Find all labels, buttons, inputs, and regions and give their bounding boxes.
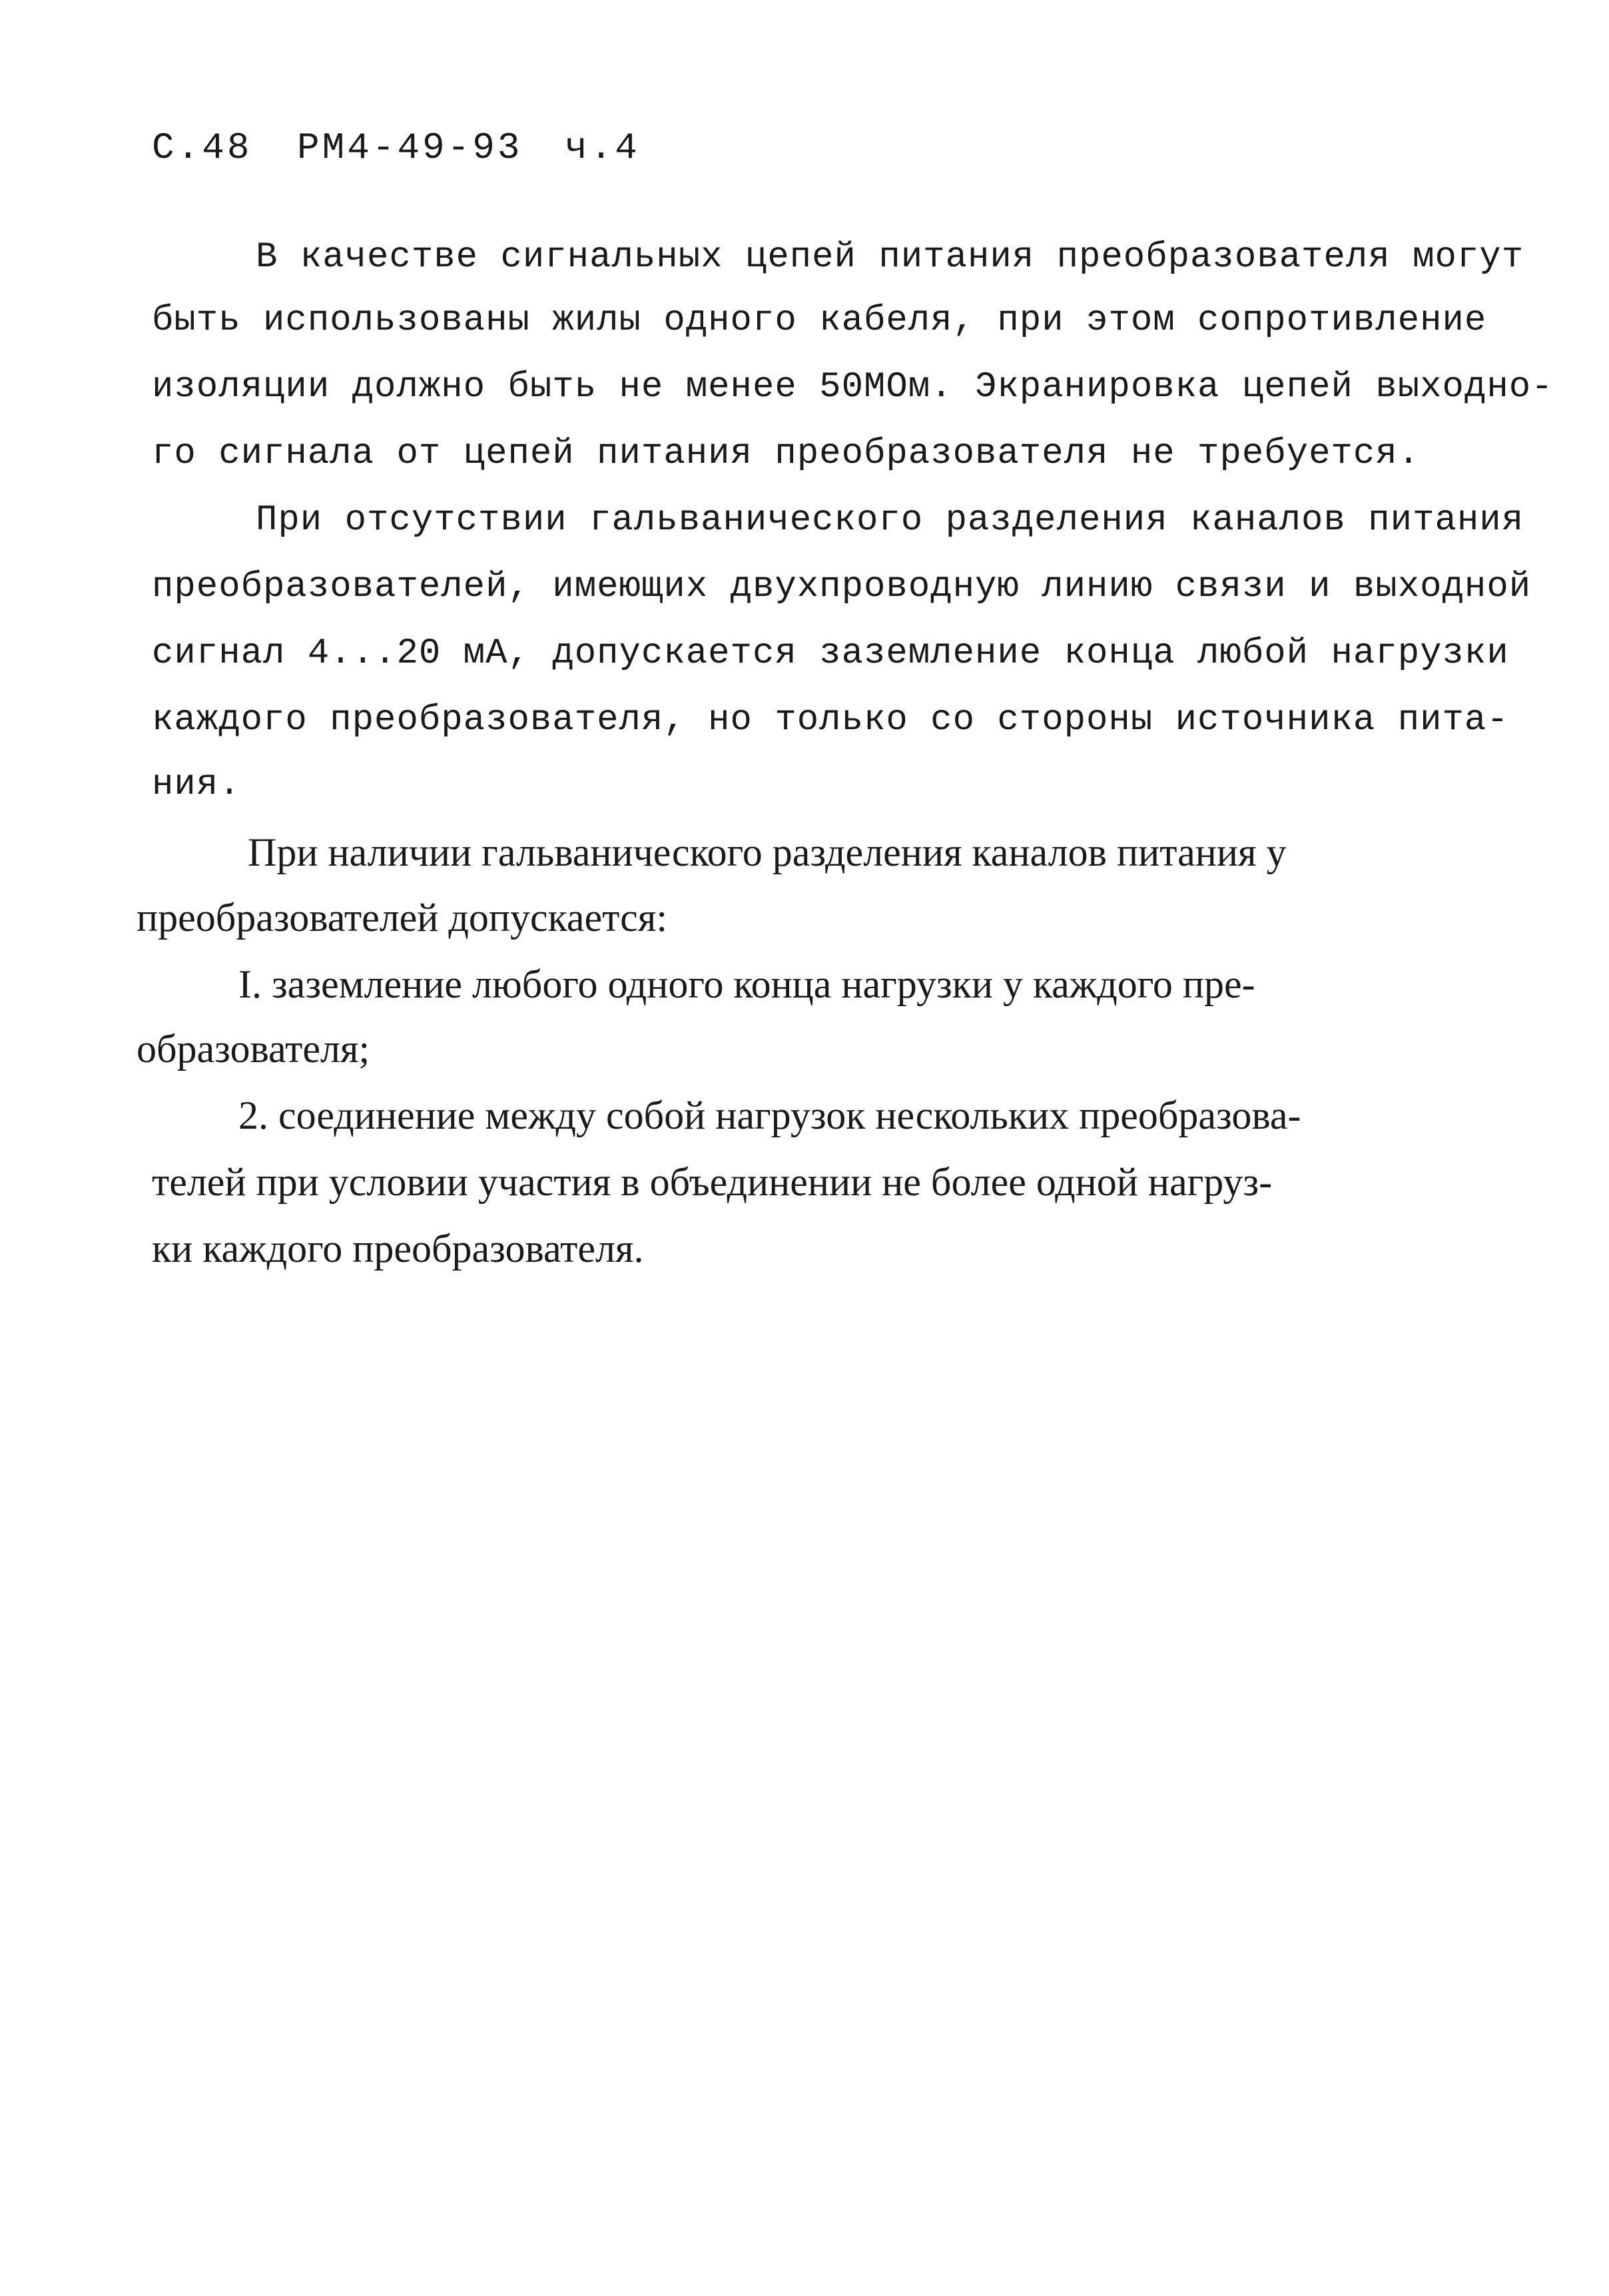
paragraph-2-line-5: ния. [152, 764, 241, 805]
document-part: ч.4 [565, 127, 640, 169]
paragraph-1-line-1: В качестве сигнальных цепей питания преобразователя могут [256, 237, 1524, 278]
document-code: РМ4-49-93 [297, 127, 523, 169]
paragraph-2-line-3: сигнал 4...20 мА, допускается заземление конца любой нагрузки [152, 633, 1509, 674]
page-header [152, 127, 640, 169]
list-item-1-line-1: I. заземление любого одного конца нагрузки у каждого пре- [238, 962, 1255, 1006]
list-item-2-line-3: ки каждого преобразователя. [152, 1227, 644, 1271]
list-item-1-line-2: образователя; [137, 1027, 370, 1071]
paragraph-2-line-2: преобразователей, имеющих двухпроводную линию связи и выходной [152, 567, 1532, 607]
paragraph-2-line-4: каждого преобразователя, но только со стороны источника пита- [152, 700, 1509, 740]
paragraph-1-line-3: изоляции должно быть не менее 50МОм. Экранировка цепей выходно- [152, 367, 1554, 408]
list-item-2-line-1: 2. соединение между собой нагрузок нескольких преобразова- [238, 1093, 1301, 1137]
paragraph-3-line-1: При наличии гальванического разделения каналов питания у [248, 830, 1287, 874]
paragraph-2-line-1: При отсутствии гальванического разделения каналов питания [256, 500, 1524, 541]
list-item-2-line-2: телей при условии участия в объединении не более одной нагруз- [152, 1160, 1273, 1204]
page-number: С.48 [152, 127, 252, 169]
paragraph-1-line-2: быть использованы жилы одного кабеля, при этом сопротивление [152, 300, 1487, 341]
paragraph-1-line-4: го сигнала от цепей питания преобразователя не требуется. [152, 433, 1421, 474]
paragraph-3-line-2: преобразователей допускается: [137, 896, 668, 940]
